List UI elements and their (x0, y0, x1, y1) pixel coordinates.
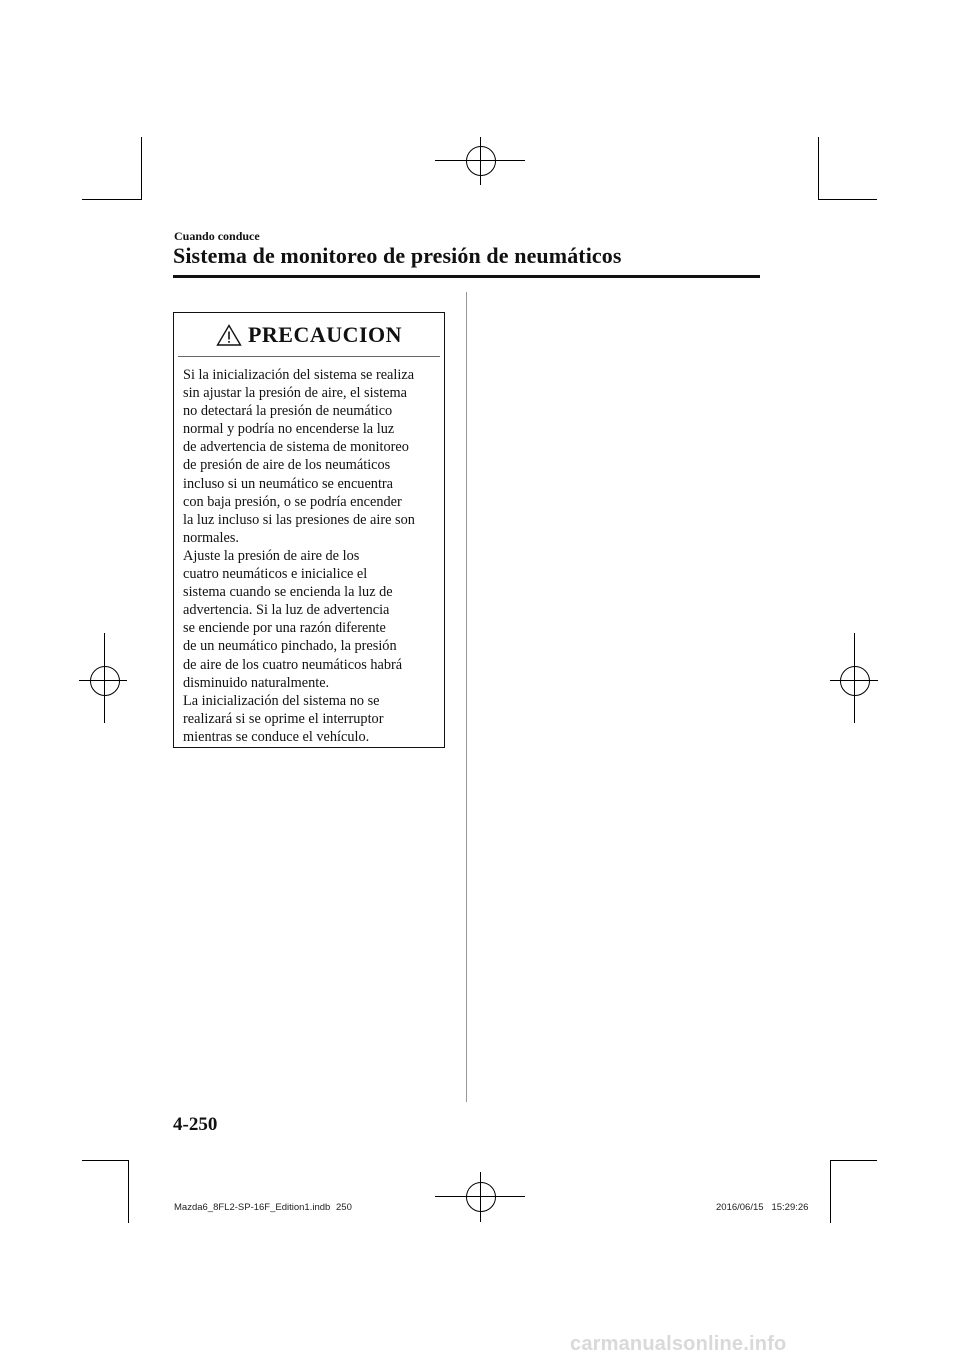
footer-file-page: 250 (336, 1202, 352, 1213)
caution-line: de advertencia de sistema de monitoreo (183, 439, 409, 456)
caution-line: normal y podría no encenderse la luz (183, 421, 395, 438)
caution-line: disminuido naturalmente. (183, 674, 330, 691)
caution-box (173, 312, 445, 748)
caution-line: Si la inicialización del sistema se realiza (183, 367, 415, 383)
caution-separator (178, 356, 440, 357)
caution-line: cuatro neumáticos e inicialice el (183, 566, 368, 583)
caution-line: normales. (183, 529, 239, 546)
caution-line: sistema cuando se encienda la luz de (183, 584, 393, 601)
caution-title: PRECAUCION (247, 321, 403, 347)
section-label: Cuando conduce (174, 229, 260, 243)
warning-triangle-icon (216, 324, 242, 346)
page-title: Sistema de monitoreo de presión de neumáticos (173, 243, 622, 268)
watermark-text: carmanualsonline.info (570, 1333, 787, 1355)
caution-line: de presión de aire de los neumáticos (183, 457, 391, 474)
caution-line: incluso si un neumático se encuentra (183, 475, 394, 492)
caution-line: Ajuste la presión de aire de los (183, 547, 360, 564)
page-number: 4-250 (173, 1114, 218, 1135)
caution-line: La inicialización del sistema no se (183, 692, 380, 709)
footer-datetime: 2016/06/15 15:29:26 (716, 1202, 809, 1213)
caution-text (183, 366, 445, 746)
caution-line: mientras se conduce el vehículo. (183, 728, 370, 745)
column-divider (466, 292, 467, 1102)
caution-line: se enciende por una razón diferente (183, 620, 386, 637)
header-rule (173, 275, 760, 278)
footer-file-name: Mazda6_8FL2-SP-16F_Edition1.indb (174, 1202, 331, 1213)
caution-line: de un neumático pinchado, la presión (183, 638, 397, 655)
caution-line: de aire de los cuatro neumáticos habrá (183, 656, 403, 673)
caution-line: advertencia. Si la luz de advertencia (183, 602, 390, 619)
caution-line: con baja presión, o se podría encender (183, 493, 402, 510)
caution-line: realizará si se oprime el interruptor (183, 710, 384, 727)
caution-header (174, 313, 444, 356)
caution-line: sin ajustar la presión de aire, el sistema (183, 385, 407, 402)
caution-line: la luz incluso si las presiones de aire son (183, 511, 415, 528)
caution-line: no detectará la presión de neumático (183, 403, 393, 420)
